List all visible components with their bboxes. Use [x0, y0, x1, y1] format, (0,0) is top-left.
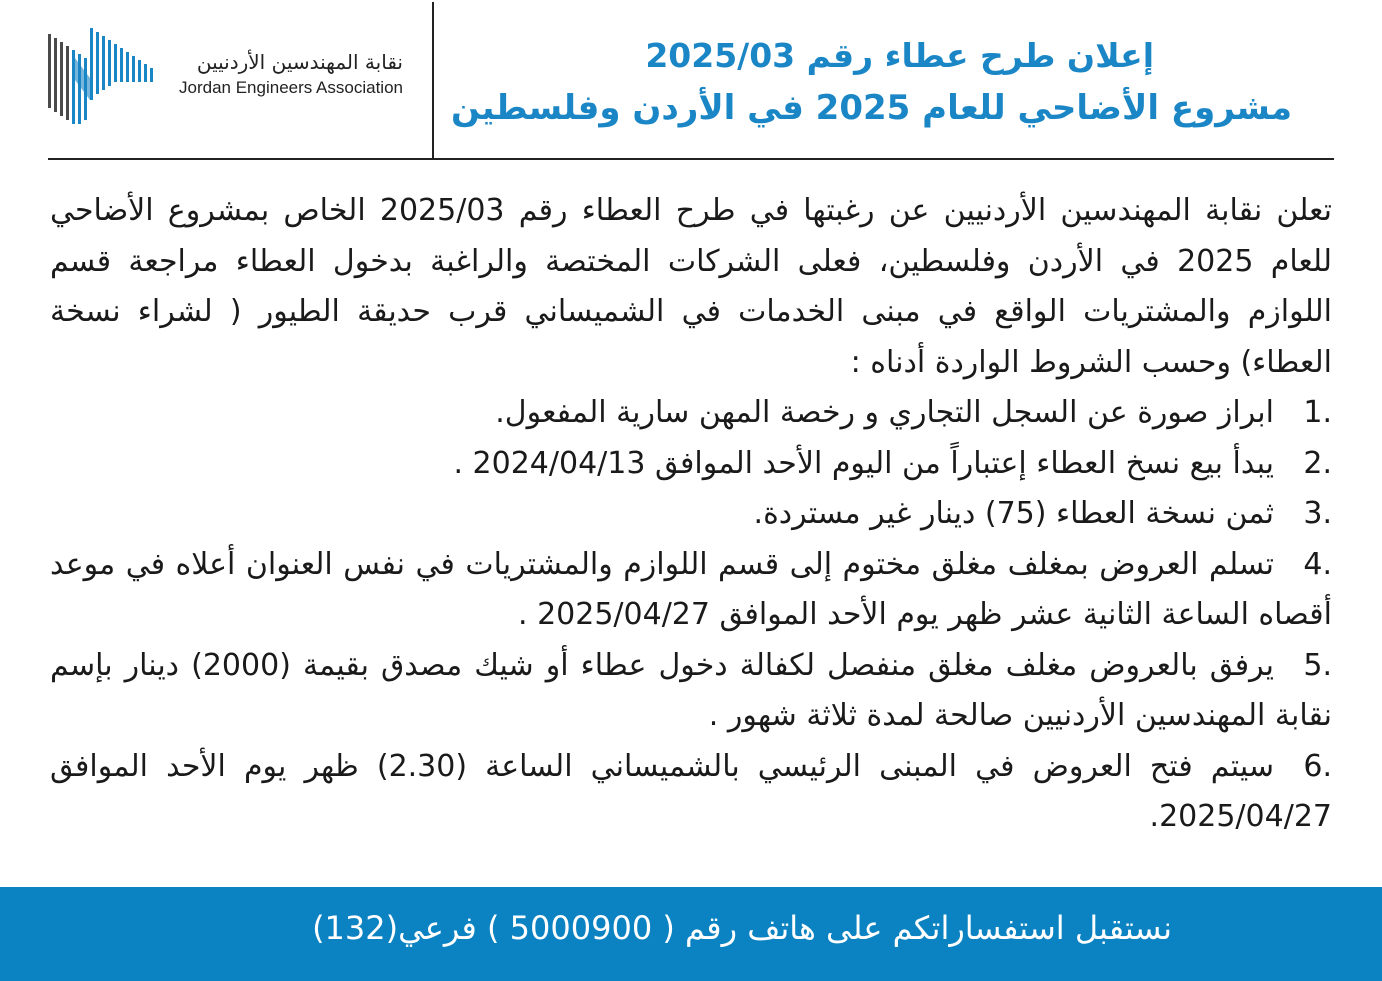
condition-number: 4. [1303, 546, 1332, 582]
condition-number: 5. [1303, 647, 1332, 683]
intro-paragraph: تعلن نقابة المهندسين الأردنيين عن رغبتها في طرح العطاء رقم 2025/03 الخاص بمشروع الأضاحي للعام 2025 في الأردن وفلسطين، فعلى الشركات المختصة والراغبة بدخول العطاء مراجعة قسم اللوازم والمشتريات الواقع في مبنى الخدمات في الشميساني قرب حديقة الطيور ( لشراء نسخة العطاء) وحسب الشروط الواردة أدناه : [50, 193, 1333, 380]
org-name-english: Jordan Engineers Association [179, 78, 403, 97]
condition-item [50, 641, 1332, 742]
announcement-subtitle: مشروع الأضاحي للعام 2025 في الأردن وفلسطين [451, 88, 1292, 128]
condition-number: 1. [1303, 395, 1332, 430]
condition-item [50, 540, 1332, 641]
condition-number: 2. [1303, 445, 1332, 481]
jea-logo-icon [48, 28, 158, 128]
condition-text: تسلم العروض بمغلف مغلق مختوم إلى قسم اللوازم والمشتريات في نفس العنوان أعلاه في موعد أقصاه الساعة الثانية عشر ظهر يوم الأحد الموافق 2025/04/27 . [50, 546, 1332, 632]
condition-text: يرفق بالعروض مغلف مغلق منفصل لكفالة دخول عطاء أو شيك مصدق بقيمة (2000) دينار بإسم نقابة المهندسين الأردنيين صالحة لمدة ثلاثة شهور . [50, 647, 1332, 733]
condition-item [50, 489, 1332, 540]
condition-text: ثمن نسخة العطاء (75) دينار غير مستردة. [753, 496, 1274, 531]
announcement-title: إعلان طرح عطاء رقم 2025/03 [645, 36, 1154, 75]
condition-item [50, 742, 1332, 843]
condition-item [50, 439, 1332, 490]
condition-text: ابراز صورة عن السجل التجاري و رخصة المهن سارية المفعول. [495, 395, 1274, 430]
condition-number: 3. [1303, 496, 1332, 531]
header-divider [432, 2, 434, 160]
condition-number: 6. [1303, 748, 1332, 784]
announcement-header [48, 0, 1334, 160]
contact-info: نستقبل استفساراتكم على هاتف رقم ( 5000900 ) فرعي(132) [312, 909, 1172, 947]
condition-text: سيتم فتح العروض في المبنى الرئيسي بالشميساني الساعة (2.30) ظهر يوم الأحد الموافق 2025/04/27. [50, 748, 1332, 834]
contact-footer [0, 887, 1382, 981]
condition-item [50, 388, 1332, 439]
announcement-body [50, 186, 1332, 843]
condition-text: يبدأ بيع نسخ العطاء إعتباراً من اليوم الأحد الموافق 2024/04/13 . [453, 445, 1274, 481]
org-name-arabic: نقابة المهندسين الأردنيين [196, 50, 403, 74]
